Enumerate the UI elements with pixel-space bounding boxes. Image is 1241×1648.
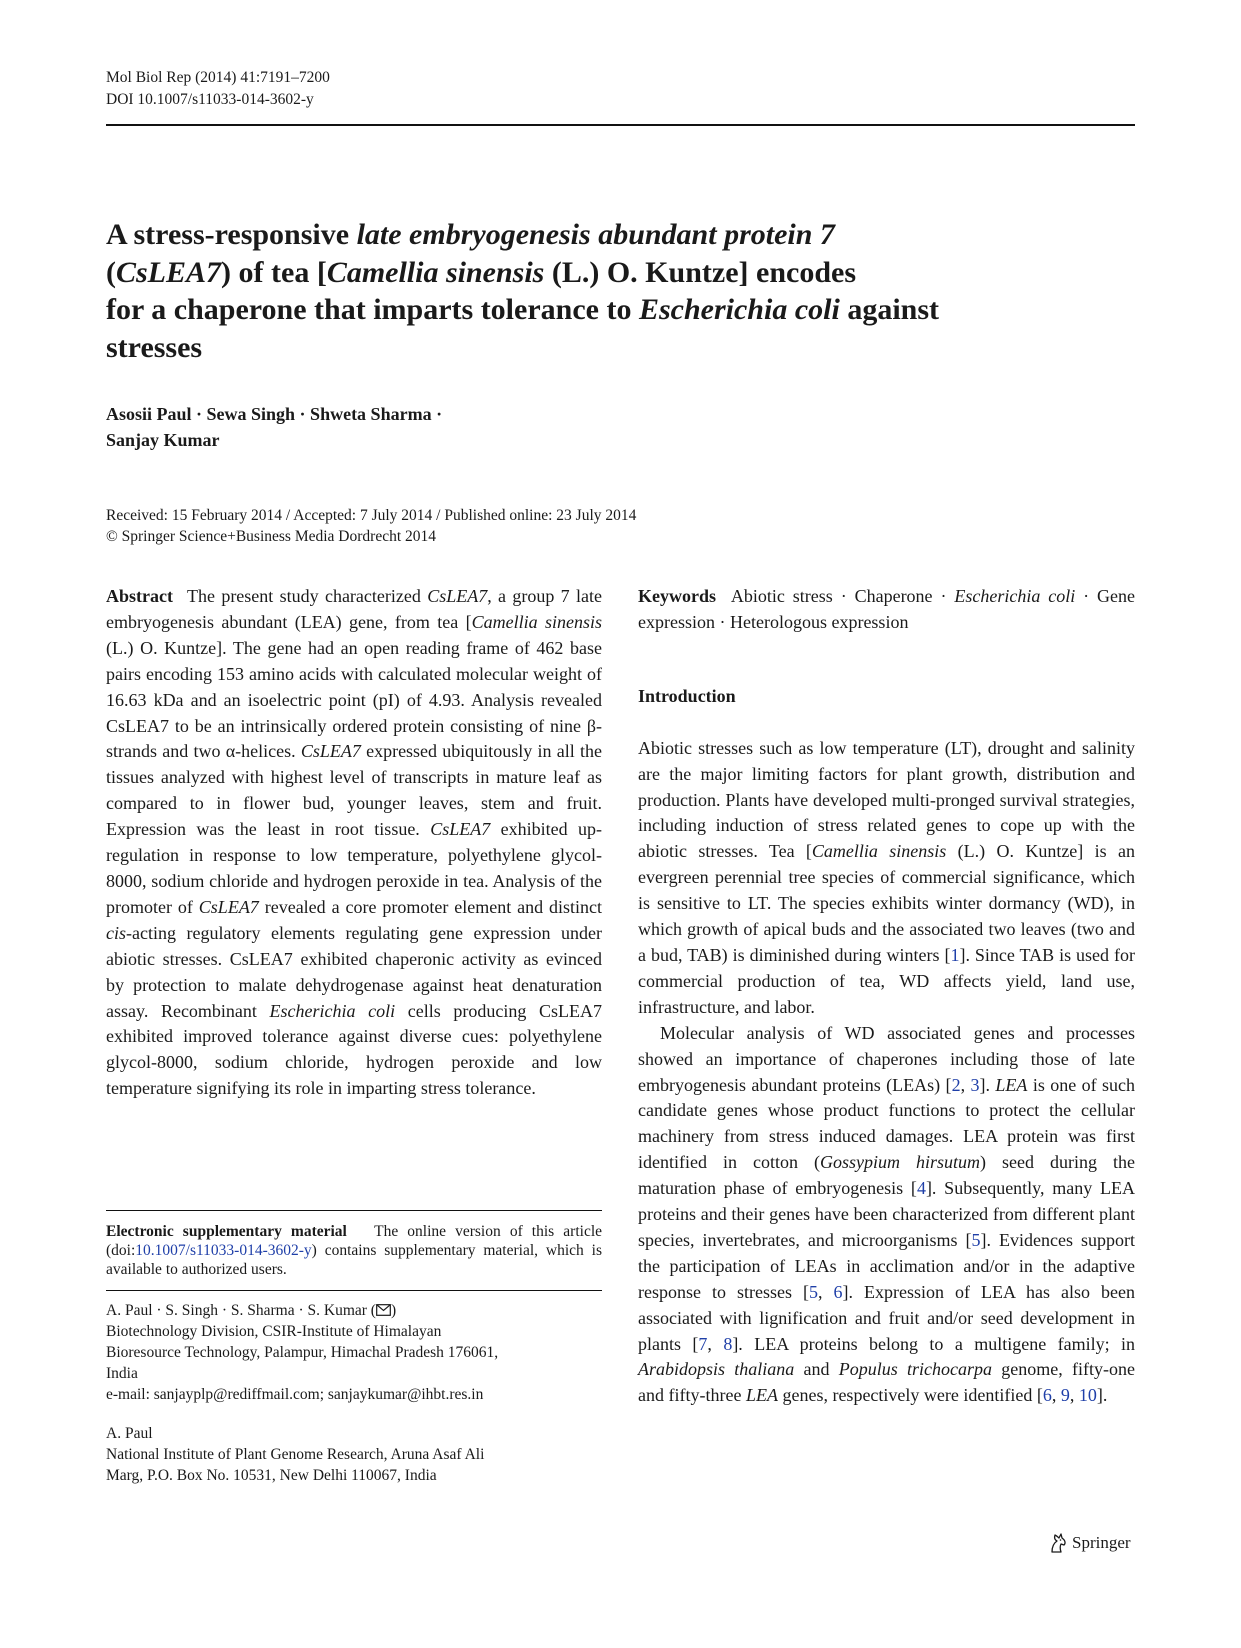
abstract-text: Abstract The present study characterized CsLEA7, a group 7 late embryogenesis abundant (LEA) gene, from tea [Camellia sinensis (L.) O. Kuntze]. The gene had an open reading frame of 462 base pairs encoding 153 amino acids with calculated molecular weight of 16.63 kDa and an isoelectric point (pI) of 4.93. Analysis revealed CsLEA7 to be an intrinsically ordered protein consisting of nine β-strands and two α-helices. CsLEA7 expressed ubiquitously in all the tissues analyzed with highest level of transcripts in mature leaf as compared to in flower bud, younger leaves, stem and fruit. Expression was the least in root tissue. CsLEA7 exhibited up-regulation in response to low temperature, polyethylene glycol-8000, sodium chloride and hydrogen peroxide in tea. Analysis of the promoter of CsLEA7 revealed a core promoter element and distinct cis-acting regulatory elements regulating gene expression under abiotic stresses. CsLEA7 exhibited chaperonic activity as evinced by protection to malate dehydrogenase against heat denaturation assay. Recombinant Escherichia coli cells producing CsLEA7 exhibited improved tolerance against diverse cues: polyethylene glycol-8000, sodium chloride, hydrogen peroxide and low temperature signifying its role in imparting stress tolerance.: [106, 586, 602, 1099]
affiliation-divider: [106, 1290, 602, 1291]
publisher-logo: [1048, 1531, 1131, 1555]
affiliation-author: A. Paul: [106, 1425, 153, 1442]
journal-citation: Mol Biol Rep (2014) 41:7191–7200: [106, 69, 330, 86]
citation-link[interactable]: 10: [1078, 1385, 1097, 1406]
supplementary-divider: [106, 1210, 602, 1211]
author-line-2: Sanjay Kumar: [106, 430, 220, 450]
citation-link[interactable]: 6: [1042, 1385, 1052, 1406]
springer-horse-icon: [1048, 1532, 1068, 1554]
citation-link[interactable]: 6: [833, 1281, 843, 1302]
affiliation-authors: A. Paul · S. Singh · S. Sharma · S. Kumar ( ): [106, 1302, 397, 1319]
keywords-heading: Keywords: [638, 586, 716, 606]
affiliation-line: National Institute of Plant Genome Research, Aruna Asaf Ali: [106, 1446, 485, 1463]
citation-link[interactable]: 9: [1060, 1385, 1070, 1406]
author-list: [106, 401, 442, 453]
introduction-heading: Introduction: [638, 685, 736, 706]
citation-link[interactable]: 8: [723, 1333, 733, 1354]
citation-link[interactable]: 3: [970, 1074, 980, 1095]
affiliation-line: India: [106, 1365, 138, 1382]
article-title: A stress-responsive late embryogenesis abundant protein 7 (CsLEA7) of tea [Camellia sinensis (L.) O. Kuntze] encodes for a chaperone that imparts tolerance to Escherichia coli against stresses: [106, 218, 939, 364]
doi-line: DOI 10.1007/s11033-014-3602-y: [106, 91, 314, 108]
author-line-1: Asosii Paul · Sewa Singh · Shweta Sharma ·: [106, 404, 443, 424]
intro-paragraph-2: Molecular analysis of WD associated genes and processes showed an importance of chaperones including those of late embryogenesis abundant proteins (LEAs) [2, 3]. LEA is one of such candidate genes whose product functions to protect the cellular machinery from stress induced damages. LEA protein was first identified in cotton (Gossypium hirsutum) seed during the maturation phase of embryogenesis [4]. Subsequently, many LEA proteins and their genes have been characterized from different plant species, invertebrates, and microorganisms [5]. Evidences support the participation of LEAs in acclimation and/or in the adaptive response to stresses [5, 6]. Expression of LEA has also been associated with lignification and fruit and/or seed development in plants [7, 8]. LEA proteins belong to a multigene family; in Arabidopsis thaliana and Populus trichocarpa genome, fifty-one and fifty-three LEA genes, respectively were identified [6, 9, 10].: [638, 1022, 1136, 1406]
citation-link[interactable]: 2: [951, 1074, 961, 1095]
header-divider: [106, 124, 1135, 126]
dates-line: Received: 15 February 2014 / Accepted: 7 July 2014 / Published online: 23 July 2014: [106, 507, 637, 524]
journal-header: [106, 67, 330, 111]
right-column: [638, 584, 1135, 1409]
supplementary-note: Electronic supplementary material The online version of this article (doi:10.1007/s11033-014-3602-y) contains supplementary material, which is available to authorized users.: [106, 1223, 603, 1278]
affiliation-line: Biotechnology Division, CSIR-Institute of Himalayan: [106, 1323, 442, 1340]
affiliation-primary: [106, 1300, 602, 1405]
affiliation-line: Bioresource Technology, Palampur, Himachal Pradesh 176061,: [106, 1344, 499, 1361]
citation-link[interactable]: 4: [916, 1178, 926, 1199]
intro-paragraph-1: Abiotic stresses such as low temperature (LT), drought and salinity are the major limiting factors for plant growth, distribution and production. Plants have developed multi-pronged survival strategies, including induction of stress related genes to cope up with the abiotic stresses. Tea [Camellia sinensis (L.) O. Kuntze] is an evergreen perennial tree species of commercial significance, which is sensitive to LT. The species exhibits winter dormancy (WD), in which growth of apical buds and the associated two leaves (two and a bud, TAB) is diminished during winters [1]. Since TAB is used for commercial production of tea, WD affects yield, land use, infrastructure, and labor.: [638, 737, 1135, 1017]
affiliation-line: Marg, P.O. Box No. 10531, New Delhi 110067, India: [106, 1467, 437, 1484]
citation-link[interactable]: 5: [971, 1229, 981, 1250]
supplementary-doi-link[interactable]: 10.1007/s11033-014-3602-y: [135, 1242, 312, 1259]
citation-link[interactable]: 7: [698, 1333, 708, 1354]
publication-dates: [106, 505, 636, 547]
contact-email: e-mail: sanjayplp@rediffmail.com; sanjaykumar@ihbt.res.in: [106, 1386, 484, 1403]
citation-link[interactable]: 1: [950, 944, 960, 965]
supplementary-heading: Electronic supplementary material: [106, 1223, 347, 1240]
affiliation-secondary: [106, 1423, 602, 1486]
abstract-section: [106, 584, 602, 1102]
citation-link[interactable]: 5: [809, 1281, 818, 1302]
keywords: Keywords Abiotic stress · Chaperone · Escherichia coli · Gene expression · Heterologous expression: [638, 586, 1135, 632]
envelope-icon: [376, 1302, 391, 1319]
copyright-line: © Springer Science+Business Media Dordrecht 2014: [106, 528, 437, 545]
abstract-heading: Abstract: [106, 586, 173, 606]
publisher-name: Springer: [1072, 1533, 1131, 1552]
